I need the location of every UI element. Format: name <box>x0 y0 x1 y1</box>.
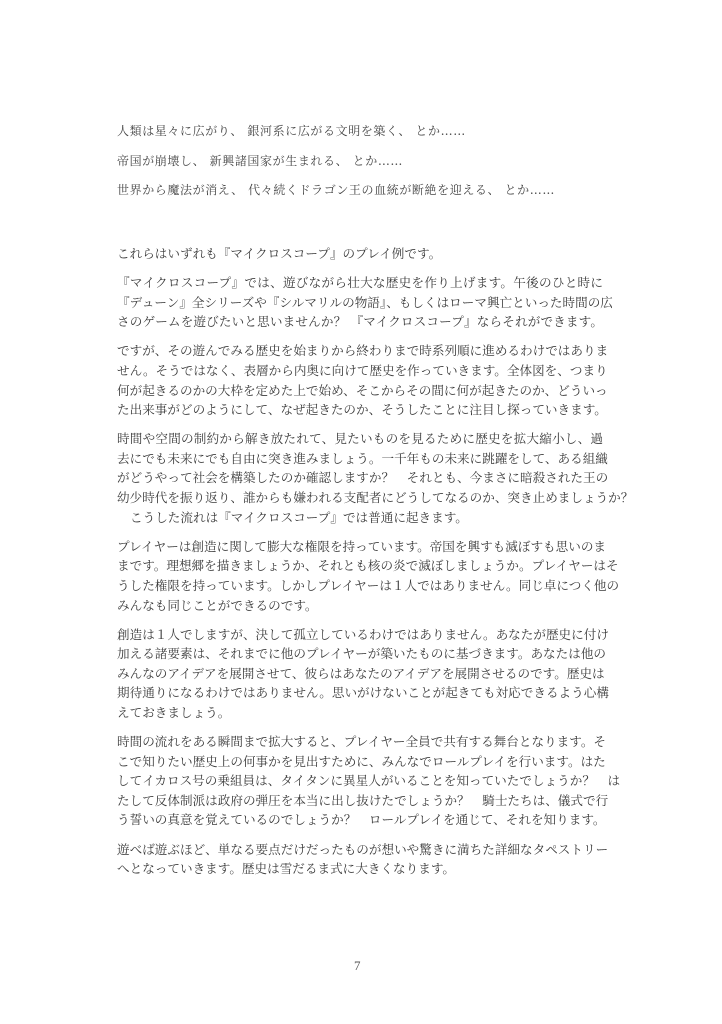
text-line: 期待通りになるわけではありません。思いがけないことが起きても対応できるよう心構 <box>117 685 609 701</box>
page-number: 7 <box>354 958 361 973</box>
text-line: 『マイクロスコープ』では、遊びながら壮大な歴史を作り上げます。午後のひと時に <box>117 275 603 291</box>
text-line: へとなっていきます。歴史は雪だるま式に大きくなります。 <box>117 861 456 877</box>
paragraph <box>117 341 609 419</box>
body-text <box>117 244 634 888</box>
text-line: こうした流れは『マイクロスコープ』では普通に起きます。 <box>130 509 468 525</box>
intro-line: 世界から魔法が消え、 代々続くドラゴン王の血統が断絶を迎える、 とか…… <box>117 183 555 197</box>
text-line: 創造は１人でしますが、決して孤立しているわけではありません。あなたが歴史に付け <box>117 626 609 642</box>
paragraph <box>117 273 613 332</box>
text-line: 加える諸要素は、それまでに他のプレイヤーが築いたものに基づきます。あなたは他の <box>117 646 607 662</box>
text-line: してイカロス号の乗組員は、タイタンに異星人がいることを知っていたでしょうか？ は <box>117 773 621 789</box>
text-line: ですが、その遊んでみる歴史を始まりから終わりまで時系列順に進めるわけではありま <box>117 343 609 359</box>
text-line: みんなも同じことができるのです。 <box>117 597 318 613</box>
text-line: たして反体制派は政府の弾圧を本当に出し抜けたでしょうか？ 騎士たちは、儀式で行 <box>117 792 609 808</box>
text-line: せん。そうではなく、表層から内奥に向けて歴史を作っていきます。全体図を、つまり <box>117 362 608 378</box>
text-line: こで知りたい歴史上の何事かを見出すために、みんなでロールプレイを行います。はた <box>117 753 606 769</box>
text-line: 去にでも未来にでも自由に突き進みましょう。一千年もの未来に跳躍をして、ある組織 <box>117 450 608 466</box>
paragraph <box>117 537 620 615</box>
text-line: みんなのアイデアを展開させて、彼らはあなたのアイデアを展開させるのです。歴史は <box>117 665 605 681</box>
text-line: 『デューン』全シリーズや『シルマリルの物語』、もしくはローマ興亡といった時間の広 <box>117 294 613 310</box>
text-line: さのゲームを遊びたいと思いませんか？ 『マイクロスコープ』ならそれができます。 <box>117 314 603 330</box>
text-line: まです。理想郷を描きましょうか、それとも核の炎で滅ぼしましょうか。プレイヤーはそ <box>117 558 619 574</box>
intro-line: 人類は星々に広がり、 銀河系に広がる文明を築く、 とか…… <box>117 124 466 138</box>
text-line: えておきましょう。 <box>117 704 231 720</box>
text-line: うした権限を持っています。しかしプレイヤーは１人ではありません。同じ卓につく他の <box>117 577 620 593</box>
text-line: 幼少時代を振り返り、誰からも嫌われる支配者にどうしてなるのか、突き止めましょうか？ <box>117 490 634 506</box>
text-line: 何が起きるのかの大枠を定めた上で始め、そこからその間に何が起きたのか、どういっ <box>117 382 608 398</box>
paragraph <box>117 625 609 723</box>
intro-line: 帝国が崩壊し、 新興諸国家が生まれる、 とか…… <box>117 154 404 168</box>
paragraph <box>117 732 621 830</box>
text-line: がどうやって社会を構築したのか確認しますか？ それとも、今まさに暗殺された王の <box>117 470 609 486</box>
paragraph <box>117 429 634 527</box>
text-line: た出来事がどのようにして、なぜ起きたのか、そうしたことに注目し探っていきます。 <box>117 402 607 418</box>
text-line: 時間の流れをある瞬間まで拡大すると、プレイヤー全員で共有する舞台となります。そ <box>117 734 607 750</box>
text-line: プレイヤーは創造に関して膨大な権限を持っています。帝国を興すも滅ぼすも思いのま <box>117 538 607 554</box>
paragraph <box>117 244 603 264</box>
text-line: う誓いの真意を覚えているのでしょうか？ ロールプレイを通じて、それを知ります。 <box>117 812 606 828</box>
text-line: 遊べば遊ぶほど、単なる要点だけだったものが想いや驚きに満ちた詳細なタペストリー <box>117 841 609 857</box>
paragraph <box>117 840 609 879</box>
text-line: これらはいずれも『マイクロスコープ』のプレイ例です。 <box>117 246 442 261</box>
text-line: 時間や空間の制約から解き放たれて、見たいものを見るために歴史を拡大縮小し、過 <box>117 431 603 447</box>
